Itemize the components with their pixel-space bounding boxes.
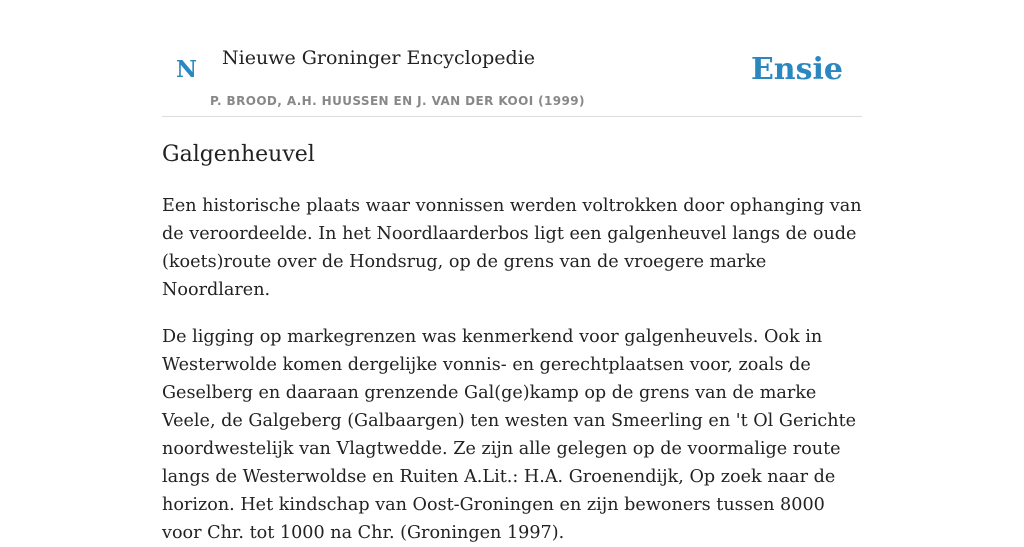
source-logo[interactable]: N [176, 56, 198, 83]
article-paragraph: Een historische plaats waar vonnissen werden voltrokken door ophanging van de veroordeelde. In het Noordlaarderbos ligt een galgenheuvel langs de oude (koets)route over de Hondsrug, op de grens van de vroegere marke Noordlaren. [162, 196, 862, 300]
source-header [162, 0, 862, 117]
article-paragraph: De ligging op markegrenzen was kenmerkend voor galgenheuvels. Ook in Westerwolde komen dergelijke vonnis- en gerechtplaatsen voor, zoals de Geselberg en daaraan grenzende Gal(ge)kamp op de grens van de marke Veele, de Galgeberg (Galbaargen) ten westen van Smeerling en 't Ol Gerichte noordwestelijk van Vlagtwedde. Ze zijn alle gelegen op de voormalige route langs de Westerwoldse en Ruiten A.Lit.: H.A. Groenendijk, Op zoek naar de horizon. Het kindschap van Oost-Groningen en zijn bewoners tussen 8000 voor Chr. tot 1000 na Chr. (Groningen 1997). [162, 327, 857, 543]
source-title[interactable]: Nieuwe Groninger Encyclopedie [222, 47, 536, 69]
brand-logo[interactable]: Ensie [750, 52, 843, 87]
source-authors: P. BROOD, A.H. HUUSSEN EN J. VAN DER KOOI (1999) [210, 94, 585, 108]
article [162, 136, 862, 547]
article-title: Galgenheuvel [162, 142, 315, 167]
